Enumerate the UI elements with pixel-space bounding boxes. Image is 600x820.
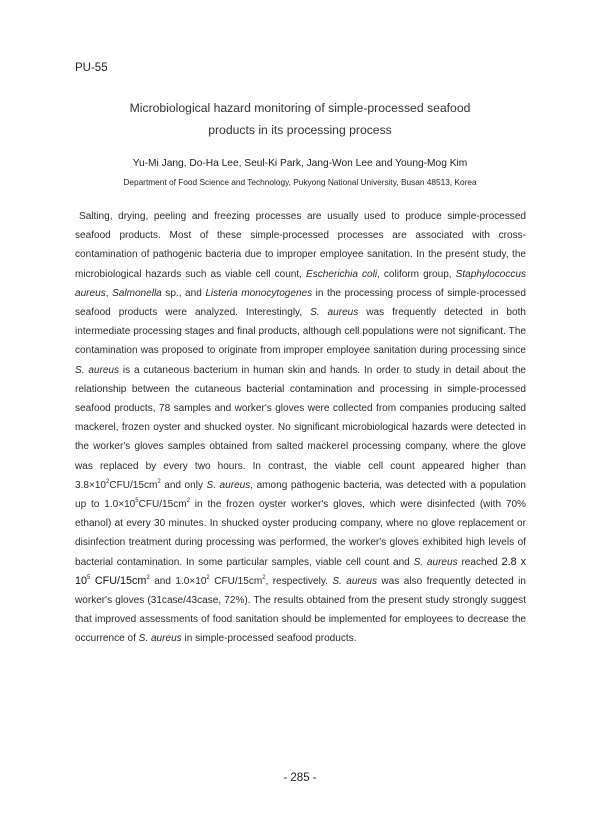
measurement-unit: CFU/15cm (138, 499, 187, 511)
exponent: 2 (186, 497, 190, 504)
organism-name: S. aureus (332, 575, 377, 587)
abstract-text: is a cutaneous bacterium in human skin and hands. In order to study in detail about the relationship between the cutaneous bacterial contamination and processing in simple-processed seafood products, 78 samples and worker's gloves were collected from companies producing salted mackerel, frozen oyster and shucked oyster. No significant microbiological hazards were detected in the worker's gloves samples obtained from salted mackerel processing company, where the glove was replaced by every two hours. In contrast, the viable cell count appeared higher than (75, 364, 526, 472)
organism-name: S. aureus (413, 556, 458, 568)
organism-name: S. aureus (75, 364, 120, 376)
abstract-text: , (105, 287, 113, 299)
author-list: Yu-Mi Jang, Do-Ha Lee, Seul-Ki Park, Jang-Won Lee and Young-Mog Kim (132, 158, 468, 169)
abstract-text: was frequently detected in both intermediate processing stages and final products, although cell populations were not significant. The contamination was proposed to originate from improper employee sanitation during processing since (75, 307, 526, 357)
abstract-text: in the frozen oyster worker's gloves, which were disinfected (with 70% ethanol) at every 30 minutes. In shucked oyster producing company, where no glove replacement or disinfection treatment during processing was performed, the worker's gloves exhibited high levels of bacterial contamination. In some particular samples, viable cell count and (75, 499, 526, 568)
exponent: 2 (206, 574, 210, 581)
exponent: 2 (262, 574, 266, 581)
title-line-2: products in its processing process (208, 123, 392, 137)
abstract-text: reached (457, 556, 502, 568)
exponent: 5 (135, 497, 139, 504)
measurement-value: 3.8×10 (75, 479, 107, 491)
abstract-text: and (149, 575, 176, 587)
affiliation: Department of Food Science and Technology, Pukyong National University, Busan 48513, Korea (123, 177, 477, 187)
abstract-text: and only (160, 479, 207, 491)
measurement-unit: CFU/15cm (209, 575, 263, 587)
organism-name: Staphylococcus aureus (75, 268, 526, 299)
measurement-unit: CFU/15cm (109, 479, 158, 491)
page-number: - 285 - (283, 772, 317, 784)
organism-name: Listeria monocytogenes (205, 287, 313, 299)
exponent: 2 (106, 478, 110, 485)
measurement-unit: CFU/15cm (94, 574, 147, 587)
title-line-1: Microbiological hazard monitoring of simple-processed seafood (129, 101, 471, 115)
abstract-text: in simple-processed seafood products. (181, 633, 357, 645)
paper-code: PU-55 (75, 62, 108, 74)
measurement-value: 1.0×10 (104, 499, 136, 511)
abstract-text: , coliform group, (377, 268, 456, 280)
measurement-value: 2.8 x 10 (75, 555, 526, 587)
exponent: 2 (157, 478, 161, 485)
measurement-value: 1.0×10 (175, 575, 207, 587)
abstract-text: in the processing process of simple-processed seafood products were analyzed. Interestingly, (75, 287, 526, 319)
organism-name: S. aureus (310, 307, 359, 319)
abstract-text: , among pathogenic bacteria, was detected with a population up to (75, 479, 526, 511)
paper-title (80, 97, 520, 141)
abstract-body (75, 207, 526, 649)
abstract-text: , respectively. (265, 575, 333, 587)
organism-name: S. aureus (206, 479, 251, 491)
organism-name: Escherichia coli (306, 268, 378, 280)
exponent: 5 (87, 574, 91, 581)
abstract-text: was also frequently detected in worker's gloves (31case/43case, 72%). The results obtained from the present study strongly suggest that improved assessments of food sanitation should be implemented for employees to decrease the occurrence of (75, 575, 526, 645)
exponent: 2 (146, 574, 150, 581)
abstract-text: sp., and (161, 287, 206, 299)
abstract-text: Salting, drying, peeling and freezing processes are usually used to produce simple-processed seafood products. Most of these simple-processed processes are associated with cross-contamination of pathogenic bacteria due to improper employee sanitation. In the present study, the microbiological hazards such as viable cell count, (75, 211, 526, 280)
organism-name: Salmonella (112, 287, 162, 299)
organism-name: S. aureus (138, 633, 182, 645)
